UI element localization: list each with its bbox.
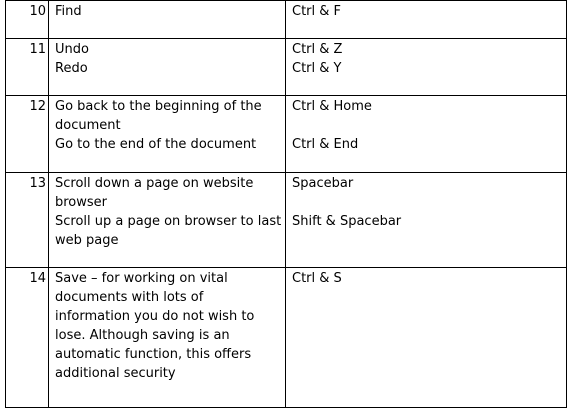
description-line: additional security	[55, 366, 176, 381]
shortcut-spacer	[292, 193, 566, 212]
description-cell	[49, 1, 286, 39]
shortcut-cell	[286, 1, 567, 39]
shortcut-cell	[286, 96, 567, 173]
row-number: 14	[29, 271, 46, 286]
table-row	[6, 39, 567, 96]
row-number: 11	[29, 42, 46, 57]
table-row	[6, 96, 567, 173]
description-cell	[49, 268, 286, 408]
table-row	[6, 268, 567, 408]
table-row	[6, 173, 567, 268]
shortcut-cell	[286, 39, 567, 96]
row-number-cell	[6, 268, 49, 408]
shortcut-line: Ctrl & Home	[292, 99, 372, 114]
description-cell	[49, 39, 286, 96]
description-line: lose. Although saving is an	[55, 328, 230, 343]
shortcut-line: Spacebar	[292, 176, 354, 191]
shortcut-line: Ctrl & Z	[292, 42, 343, 57]
row-number-cell	[6, 1, 49, 39]
shortcut-cell	[286, 268, 567, 408]
description-line: Scroll up a page on browser to last	[55, 214, 282, 229]
description-line: web page	[55, 233, 119, 248]
description-line: Find	[55, 4, 82, 19]
shortcut-line: Shift & Spacebar	[292, 214, 402, 229]
description-line: documents with lots of	[55, 290, 204, 305]
description-line: information you do not wish to	[55, 309, 255, 324]
description-cell	[49, 96, 286, 173]
description-line: browser	[55, 195, 108, 210]
shortcut-line: Ctrl & Y	[292, 61, 342, 76]
row-number-cell	[6, 39, 49, 96]
row-number: 12	[29, 99, 46, 114]
row-number: 13	[29, 176, 46, 191]
shortcut-line: Ctrl & S	[292, 271, 342, 286]
shortcut-cell	[286, 173, 567, 268]
shortcut-spacer	[292, 116, 566, 135]
description-line: Undo	[55, 42, 89, 57]
description-line: Go to the end of the document	[55, 137, 257, 152]
description-line: Scroll down a page on website	[55, 176, 254, 191]
description-line: Save – for working on vital	[55, 271, 228, 286]
description-line: Redo	[55, 61, 88, 76]
table-row	[6, 1, 567, 39]
row-number: 10	[29, 4, 46, 19]
description-line: automatic function, this offers	[55, 347, 252, 362]
row-number-cell	[6, 173, 49, 268]
shortcut-table	[5, 0, 567, 408]
shortcut-line: Ctrl & F	[292, 4, 342, 19]
shortcut-line: Ctrl & End	[292, 137, 359, 152]
description-line: document	[55, 118, 121, 133]
description-line: Go back to the beginning of the	[55, 99, 262, 114]
row-number-cell	[6, 96, 49, 173]
description-cell	[49, 173, 286, 268]
